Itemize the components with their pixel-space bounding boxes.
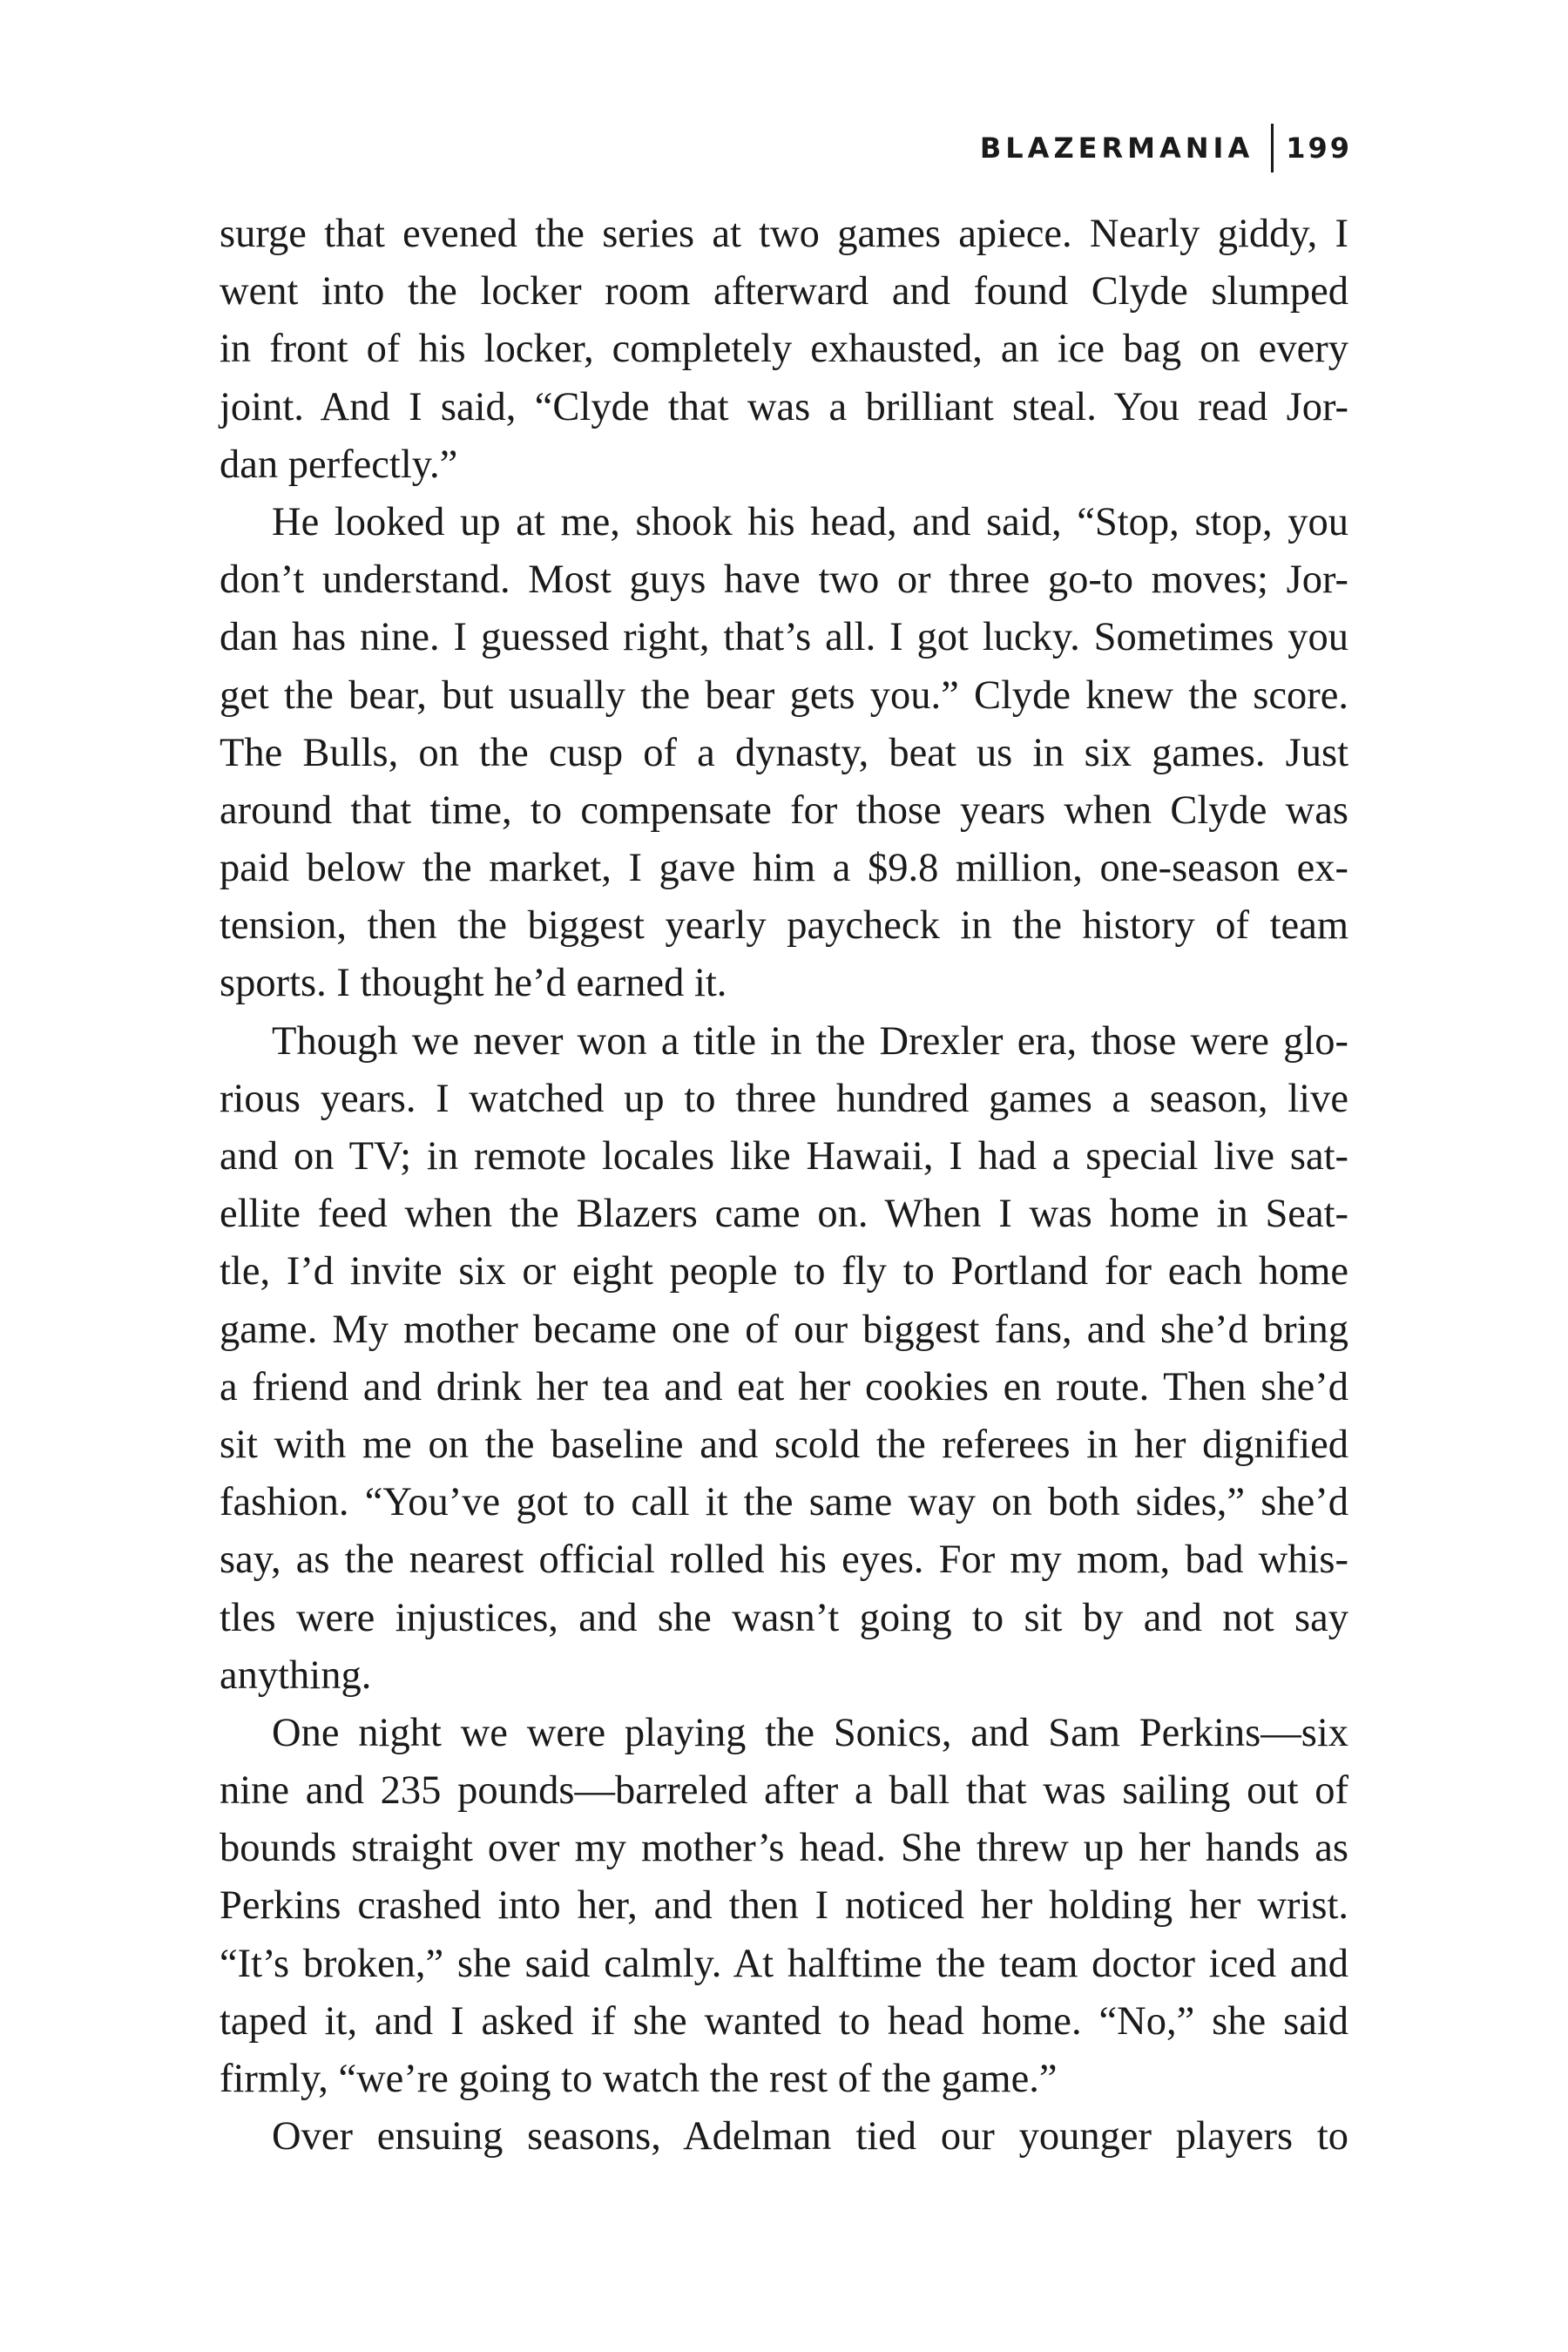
text-line: Though we never won a title in the Drexler era, those were glo- <box>272 1018 1348 1064</box>
running-head <box>980 124 1352 172</box>
paragraph <box>220 494 1348 1013</box>
text-line: get the bear, but usually the bear gets you.” Clyde knew the score. <box>220 672 1348 718</box>
text-line: dan perfectly.” <box>220 442 458 487</box>
text-line: ellite feed when the Blazers came on. When I was home in Seat- <box>220 1192 1348 1237</box>
text-line: bounds straight over my mother’s head. She threw up her hands as <box>220 1826 1348 1871</box>
text-line: a friend and drink her tea and eat her cookies en route. Then she’d <box>220 1364 1348 1409</box>
text-line: fashion. “You’ve got to call it the same way on both sides,” she’d <box>220 1480 1348 1525</box>
text-line: don’t understand. Most guys have two or three go-to moves; Jor- <box>220 558 1348 603</box>
text-line: taped it, and I asked if she wanted to head home. “No,” she said <box>220 1998 1348 2044</box>
text-line: One night we were playing the Sonics, and Sam Perkins—six <box>272 1710 1348 1755</box>
text-line: The Bulls, on the cusp of a dynasty, beat us in six games. Just <box>220 730 1348 775</box>
body-text <box>220 206 1348 2166</box>
text-line: surge that evened the series at two games apiece. Nearly giddy, I <box>220 212 1348 256</box>
paragraph <box>220 2108 1348 2166</box>
text-line: Perkins crashed into her, and then I noticed her holding her wrist. <box>220 1883 1348 1929</box>
text-line: sit with me on the baseline and scold the referees in her dignified <box>220 1422 1348 1467</box>
running-title: BLAZERMANIA <box>979 132 1254 165</box>
text-line: went into the locker room afterward and found Clyde slumped <box>220 269 1348 314</box>
header-divider <box>1271 124 1274 172</box>
text-line: say, as the nearest official rolled his eyes. For my mom, bad whis- <box>220 1538 1348 1583</box>
text-line: dan has nine. I guessed right, that’s all. I got lucky. Sometimes you <box>220 615 1348 660</box>
text-line: tles were injustices, and she wasn’t going to sit by and not say <box>220 1595 1348 1640</box>
paragraph <box>220 1705 1348 2108</box>
text-line: rious years. I watched up to three hundred games a season, live <box>220 1076 1348 1121</box>
text-line: around that time, to compensate for those years when Clyde was <box>220 787 1348 833</box>
text-line: paid below the market, I gave him a $9.8 million, one-season ex- <box>220 846 1348 891</box>
text-line: “It’s broken,” she said calmly. At halftime the team doctor iced and <box>220 1941 1348 1986</box>
text-line: tle, I’d invite six or eight people to fly to Portland for each home <box>220 1249 1348 1294</box>
text-line: sports. I thought he’d earned it. <box>220 961 727 1006</box>
paragraph <box>220 206 1348 494</box>
text-line: Over ensuing seasons, Adelman tied our younger players to <box>272 2114 1348 2159</box>
text-line: firmly, “we’re going to watch the rest of the game.” <box>220 2057 1058 2101</box>
text-line: nine and 235 pounds—barreled after a ball that was sailing out of <box>220 1768 1348 1814</box>
paragraph <box>220 1013 1348 1705</box>
text-line: tension, then the biggest yearly paycheck in the history of team <box>220 903 1348 949</box>
text-line: in front of his locker, completely exhausted, an ice bag on every <box>220 327 1348 372</box>
text-line: joint. And I said, “Clyde that was a brilliant steal. You read Jor- <box>220 384 1348 429</box>
text-line: anything. <box>220 1652 372 1698</box>
text-line: and on TV; in remote locales like Hawaii, I had a special live sat- <box>220 1134 1348 1179</box>
page-number: 199 <box>1286 132 1352 165</box>
text-line: He looked up at me, shook his head, and said, “Stop, stop, you <box>272 499 1348 544</box>
text-line: game. My mother became one of our biggest fans, and she’d bring <box>220 1307 1348 1352</box>
